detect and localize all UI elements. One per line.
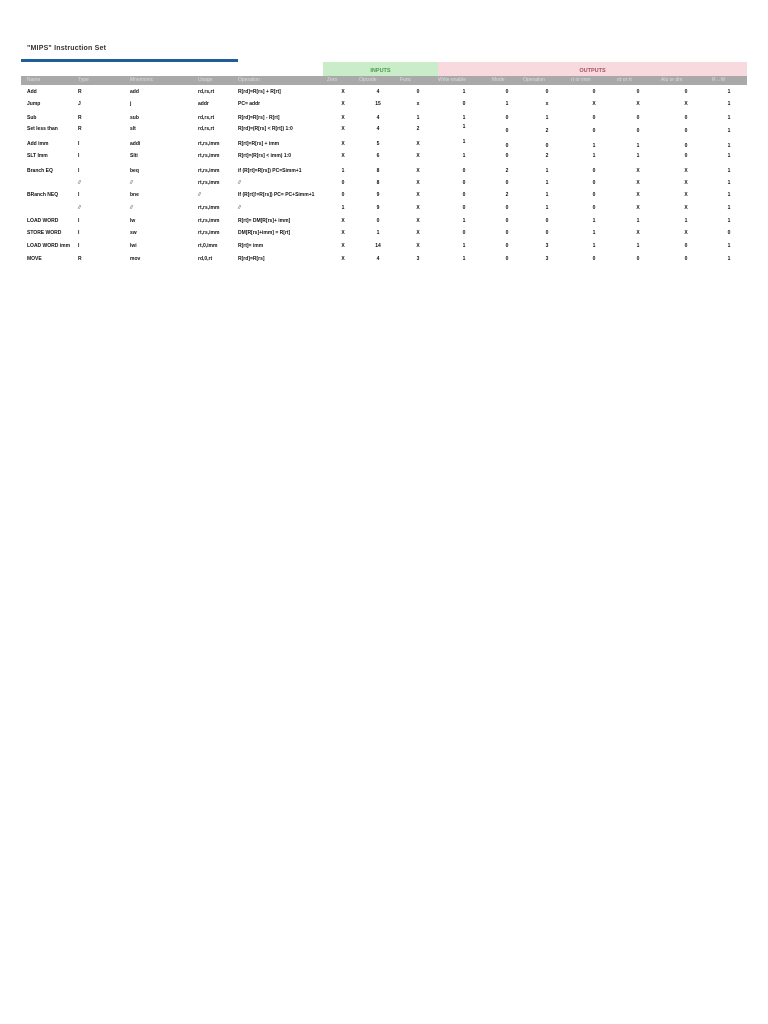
cell-type: R bbox=[78, 89, 82, 95]
cell-zero: X bbox=[341, 101, 345, 107]
cell-func: X bbox=[416, 141, 420, 147]
cell-name: STORE WORD bbox=[27, 230, 62, 236]
inputs-group-header: INPUTS bbox=[323, 62, 438, 76]
cell-usage: rt,rs,imm bbox=[198, 153, 220, 159]
cell-rd-or-rt: X bbox=[636, 192, 640, 198]
cell-rt-or-imm: 1 bbox=[592, 230, 596, 236]
outputs-group-header: OUTPUTS bbox=[438, 62, 747, 76]
cell-operation: if (R[rt]=R[rs]) PC=Simm+1 bbox=[238, 168, 302, 174]
cell-rd-or-rt: X bbox=[636, 180, 640, 186]
cell-func: X bbox=[416, 192, 420, 198]
column-header-mnemonic: Mnemonic bbox=[130, 77, 154, 83]
cell-out-operation: 1 bbox=[545, 180, 549, 186]
cell-zero: X bbox=[341, 243, 345, 249]
cell-out-operation: 1 bbox=[545, 205, 549, 211]
cell-r-w: 1 bbox=[727, 115, 731, 121]
cell-alu-or-dm: 0 bbox=[684, 89, 688, 95]
cell-func: X bbox=[416, 230, 420, 236]
cell-usage: rt,rs,imm bbox=[198, 230, 220, 236]
cell-rd-or-rt: X bbox=[636, 168, 640, 174]
cell-mnemonic: bne bbox=[130, 192, 139, 198]
cell-name: Add bbox=[27, 89, 37, 95]
cell-out-operation: 0 bbox=[545, 89, 549, 95]
cell-out-operation: 2 bbox=[545, 153, 549, 159]
cell-type: I bbox=[78, 243, 80, 249]
cell-alu-or-dm: 0 bbox=[684, 256, 688, 262]
cell-zero: X bbox=[341, 115, 345, 121]
cell-rt-or-imm: 0 bbox=[592, 205, 596, 211]
cell-operation: DM[R[rs]+imm] = R[rt] bbox=[238, 230, 291, 236]
cell-rd-or-rt: X bbox=[636, 205, 640, 211]
cell-name: MOVE bbox=[27, 256, 42, 262]
cell-usage: rd,0,rt bbox=[198, 256, 213, 262]
cell-type: I bbox=[78, 230, 80, 236]
cell-write-enable: 1 bbox=[462, 218, 466, 224]
cell-usage: addr bbox=[198, 101, 209, 107]
column-header-rd-or-rt: rd or rt bbox=[617, 77, 632, 83]
cell-zero: X bbox=[341, 230, 345, 236]
cell-write-enable: 0 bbox=[462, 205, 466, 211]
cell-r-w: 1 bbox=[727, 192, 731, 198]
cell-mnemonic: lwi bbox=[130, 243, 137, 249]
cell-usage: rd,rs,rt bbox=[198, 126, 215, 132]
cell-rd-or-rt: 0 bbox=[636, 115, 640, 121]
cell-mode: 0 bbox=[505, 230, 509, 236]
cell-out-operation: 1 bbox=[545, 192, 549, 198]
cell-alu-or-dm: 0 bbox=[684, 243, 688, 249]
cell-rt-or-imm: 0 bbox=[592, 168, 596, 174]
cell-zero: X bbox=[341, 153, 345, 159]
cell-type: I bbox=[78, 168, 80, 174]
cell-mnemonic: lw bbox=[130, 218, 136, 224]
cell-func: 0 bbox=[416, 89, 420, 95]
cell-r-w: 1 bbox=[727, 143, 731, 149]
cell-rt-or-imm: 0 bbox=[592, 256, 596, 262]
cell-type: I bbox=[78, 141, 80, 147]
cell-mode: 0 bbox=[505, 243, 509, 249]
cell-rt-or-imm: 0 bbox=[592, 89, 596, 95]
cell-rt-or-imm: 0 bbox=[592, 192, 596, 198]
cell-operation: R[rd]=(R[rs] < R[rt]) 1:0 bbox=[238, 126, 293, 132]
cell-out-operation: 3 bbox=[545, 243, 549, 249]
cell-operation: R[rt]=(R[rs] < imm) 1:0 bbox=[238, 153, 292, 159]
cell-alu-or-dm: X bbox=[684, 230, 688, 236]
cell-mnemonic: sub bbox=[130, 115, 139, 121]
cell-alu-or-dm: X bbox=[684, 101, 688, 107]
cell-type: I bbox=[78, 192, 80, 198]
cell-func: X bbox=[416, 243, 420, 249]
cell-rt-or-imm: 0 bbox=[592, 115, 596, 121]
cell-rd-or-rt: 1 bbox=[636, 153, 640, 159]
column-header-type: Type bbox=[78, 77, 89, 83]
cell-rd-or-rt: 1 bbox=[636, 218, 640, 224]
cell-opcode: 9 bbox=[376, 205, 380, 211]
cell-mnemonic: add bbox=[130, 89, 139, 95]
cell-r-w: 1 bbox=[727, 128, 731, 134]
cell-rt-or-imm: 1 bbox=[592, 143, 596, 149]
cell-operation: R[rt]=R[rs] + imm bbox=[238, 141, 280, 147]
column-header-rt-or-imm: rt or imm bbox=[571, 77, 591, 83]
cell-opcode: 15 bbox=[375, 101, 381, 107]
cell-mnemonic: j bbox=[130, 101, 132, 107]
column-header-r-w: R→W bbox=[712, 77, 726, 83]
cell-name: Add imm bbox=[27, 141, 49, 147]
cell-alu-or-dm: 0 bbox=[684, 143, 688, 149]
cell-opcode: 4 bbox=[376, 115, 380, 121]
cell-out-operation: 1 bbox=[545, 115, 549, 121]
cell-rd-or-rt: X bbox=[636, 101, 640, 107]
cell-rt-or-imm: 1 bbox=[592, 218, 596, 224]
cell-name: Jump bbox=[27, 101, 41, 107]
cell-r-w: 1 bbox=[727, 168, 731, 174]
cell-usage: rt,rs,imm bbox=[198, 141, 220, 147]
cell-mnemonic: // bbox=[130, 205, 133, 211]
cell-func: X bbox=[416, 168, 420, 174]
cell-rd-or-rt: 1 bbox=[636, 143, 640, 149]
cell-func: 2 bbox=[416, 126, 420, 132]
cell-rd-or-rt: X bbox=[636, 230, 640, 236]
cell-r-w: 0 bbox=[727, 230, 731, 236]
cell-name: LOAD WORD bbox=[27, 218, 59, 224]
column-header-write-enable: Write enable bbox=[438, 77, 466, 83]
cell-usage: rt,rs,imm bbox=[198, 168, 220, 174]
cell-write-enable: 1 bbox=[462, 124, 466, 130]
cell-rd-or-rt: 1 bbox=[636, 243, 640, 249]
cell-alu-or-dm: 1 bbox=[684, 218, 688, 224]
cell-mode: 0 bbox=[505, 143, 509, 149]
cell-mode: 0 bbox=[505, 218, 509, 224]
cell-name: SLT Imm bbox=[27, 153, 48, 159]
cell-alu-or-dm: 0 bbox=[684, 128, 688, 134]
cell-alu-or-dm: X bbox=[684, 168, 688, 174]
cell-zero: X bbox=[341, 126, 345, 132]
cell-func: X bbox=[416, 180, 420, 186]
cell-mode: 0 bbox=[505, 89, 509, 95]
cell-usage: // bbox=[198, 192, 201, 198]
cell-zero: 1 bbox=[341, 205, 345, 211]
cell-mode: 2 bbox=[505, 168, 509, 174]
cell-type: R bbox=[78, 126, 82, 132]
cell-out-operation: 1 bbox=[545, 168, 549, 174]
cell-write-enable: 0 bbox=[462, 192, 466, 198]
cell-opcode: 9 bbox=[376, 192, 380, 198]
cell-out-operation: 3 bbox=[545, 256, 549, 262]
cell-mode: 0 bbox=[505, 205, 509, 211]
cell-rd-or-rt: 0 bbox=[636, 256, 640, 262]
cell-opcode: 5 bbox=[376, 141, 380, 147]
cell-mode: 0 bbox=[505, 153, 509, 159]
cell-usage: rd,rs,rt bbox=[198, 115, 215, 121]
cell-rt-or-imm: 1 bbox=[592, 153, 596, 159]
cell-operation: R[rd]=R[rs] - R[rt] bbox=[238, 115, 280, 121]
cell-func: X bbox=[416, 218, 420, 224]
cell-write-enable: 1 bbox=[462, 115, 466, 121]
cell-write-enable: 0 bbox=[462, 180, 466, 186]
cell-zero: 0 bbox=[341, 192, 345, 198]
cell-type: I bbox=[78, 218, 80, 224]
column-header-opcode: Opcode bbox=[359, 77, 377, 83]
cell-out-operation: 2 bbox=[545, 128, 549, 134]
cell-type: // bbox=[78, 180, 81, 186]
cell-type: R bbox=[78, 115, 82, 121]
cell-out-operation: x bbox=[545, 101, 549, 107]
cell-out-operation: 0 bbox=[545, 218, 549, 224]
cell-write-enable: 0 bbox=[462, 168, 466, 174]
cell-mnemonic: beq bbox=[130, 168, 139, 174]
cell-operation: If (R[rt]!=R[rs]) PC= PC+Simm+1 bbox=[238, 192, 315, 198]
cell-type: J bbox=[78, 101, 81, 107]
cell-type: // bbox=[78, 205, 81, 211]
column-header-name: Name bbox=[27, 77, 41, 83]
cell-opcode: 4 bbox=[376, 89, 380, 95]
cell-func: X bbox=[416, 153, 420, 159]
cell-opcode: 6 bbox=[376, 153, 380, 159]
cell-r-w: 1 bbox=[727, 256, 731, 262]
cell-mode: 1 bbox=[505, 101, 509, 107]
cell-out-operation: 0 bbox=[545, 143, 549, 149]
cell-alu-or-dm: X bbox=[684, 192, 688, 198]
cell-zero: 1 bbox=[341, 168, 345, 174]
column-header-alu-or-dm: Alu or dm bbox=[661, 77, 683, 83]
cell-name: Set less than bbox=[27, 126, 58, 132]
cell-type: R bbox=[78, 256, 82, 262]
cell-opcode: 8 bbox=[376, 168, 380, 174]
cell-mnemonic: slt bbox=[130, 126, 136, 132]
cell-zero: X bbox=[341, 141, 345, 147]
cell-mode: 2 bbox=[505, 192, 509, 198]
cell-zero: 0 bbox=[341, 180, 345, 186]
cell-mnemonic: Slti bbox=[130, 153, 138, 159]
cell-mode: 0 bbox=[505, 128, 509, 134]
cell-r-w: 1 bbox=[727, 180, 731, 186]
cell-r-w: 1 bbox=[727, 101, 731, 107]
cell-zero: X bbox=[341, 89, 345, 95]
cell-operation: R[rd]=R[rs] + R[rt] bbox=[238, 89, 281, 95]
cell-r-w: 1 bbox=[727, 218, 731, 224]
cell-mode: 0 bbox=[505, 115, 509, 121]
cell-func: X bbox=[416, 205, 420, 211]
cell-name: LOAD WORD imm bbox=[27, 243, 71, 249]
cell-rt-or-imm: X bbox=[592, 101, 596, 107]
cell-operation: // bbox=[238, 180, 241, 186]
cell-r-w: 1 bbox=[727, 205, 731, 211]
cell-operation: R[rt]= DM[R[rs]+ imm] bbox=[238, 218, 291, 224]
cell-r-w: 1 bbox=[727, 243, 731, 249]
cell-alu-or-dm: X bbox=[684, 205, 688, 211]
cell-zero: X bbox=[341, 218, 345, 224]
cell-usage: rt,rs,imm bbox=[198, 205, 220, 211]
cell-opcode: 14 bbox=[375, 243, 381, 249]
column-header-operation: Operation bbox=[238, 77, 260, 83]
page-title: "MIPS" Instruction Set bbox=[27, 45, 107, 52]
column-header-out-operation: Operation bbox=[523, 77, 545, 83]
cell-write-enable: 0 bbox=[462, 230, 466, 236]
cell-rd-or-rt: 0 bbox=[636, 128, 640, 134]
cell-opcode: 0 bbox=[376, 218, 380, 224]
cell-usage: rt,rs,imm bbox=[198, 218, 220, 224]
cell-opcode: 4 bbox=[376, 256, 380, 262]
cell-name: Sub bbox=[27, 115, 37, 121]
cell-mnemonic: addi bbox=[130, 141, 141, 147]
cell-r-w: 1 bbox=[727, 89, 731, 95]
cell-func: 3 bbox=[416, 256, 420, 262]
cell-mnemonic: mov bbox=[130, 256, 141, 262]
cell-rt-or-imm: 0 bbox=[592, 180, 596, 186]
column-header-usage: Usage bbox=[198, 77, 213, 83]
cell-opcode: 4 bbox=[376, 126, 380, 132]
cell-write-enable: 1 bbox=[462, 243, 466, 249]
cell-alu-or-dm: 0 bbox=[684, 115, 688, 121]
cell-usage: rd,rs,rt bbox=[198, 89, 215, 95]
cell-operation: PC= addr bbox=[238, 101, 261, 107]
cell-mode: 0 bbox=[505, 256, 509, 262]
column-header-mode: Mode bbox=[492, 77, 505, 83]
cell-rt-or-imm: 1 bbox=[592, 243, 596, 249]
cell-rt-or-imm: 0 bbox=[592, 128, 596, 134]
column-header-zero: Zero bbox=[327, 77, 338, 83]
cell-write-enable: 1 bbox=[462, 256, 466, 262]
cell-write-enable: 0 bbox=[462, 101, 466, 107]
cell-write-enable: 1 bbox=[462, 139, 466, 145]
cell-alu-or-dm: 0 bbox=[684, 153, 688, 159]
cell-mode: 0 bbox=[505, 180, 509, 186]
cell-operation: R[rd]=R[rs] bbox=[238, 256, 265, 262]
cell-operation: // bbox=[238, 205, 241, 211]
cell-func: x bbox=[416, 101, 420, 107]
cell-opcode: 1 bbox=[376, 230, 380, 236]
cell-type: I bbox=[78, 153, 80, 159]
cell-rd-or-rt: 0 bbox=[636, 89, 640, 95]
title-underline bbox=[21, 59, 238, 62]
cell-write-enable: 1 bbox=[462, 89, 466, 95]
cell-usage: rt,rs,imm bbox=[198, 180, 220, 186]
cell-usage: rt,0,imm bbox=[198, 243, 218, 249]
cell-write-enable: 1 bbox=[462, 153, 466, 159]
cell-mnemonic: sw bbox=[130, 230, 137, 236]
cell-operation: R[rt]= imm bbox=[238, 243, 264, 249]
cell-opcode: 8 bbox=[376, 180, 380, 186]
column-header-func: Func bbox=[400, 77, 412, 83]
cell-alu-or-dm: X bbox=[684, 180, 688, 186]
cell-name: Branch EQ bbox=[27, 168, 53, 174]
cell-func: 1 bbox=[416, 115, 420, 121]
cell-zero: X bbox=[341, 256, 345, 262]
cell-name: BRanch NEQ bbox=[27, 192, 59, 198]
cell-mnemonic: // bbox=[130, 180, 133, 186]
cell-out-operation: 0 bbox=[545, 230, 549, 236]
cell-r-w: 1 bbox=[727, 153, 731, 159]
